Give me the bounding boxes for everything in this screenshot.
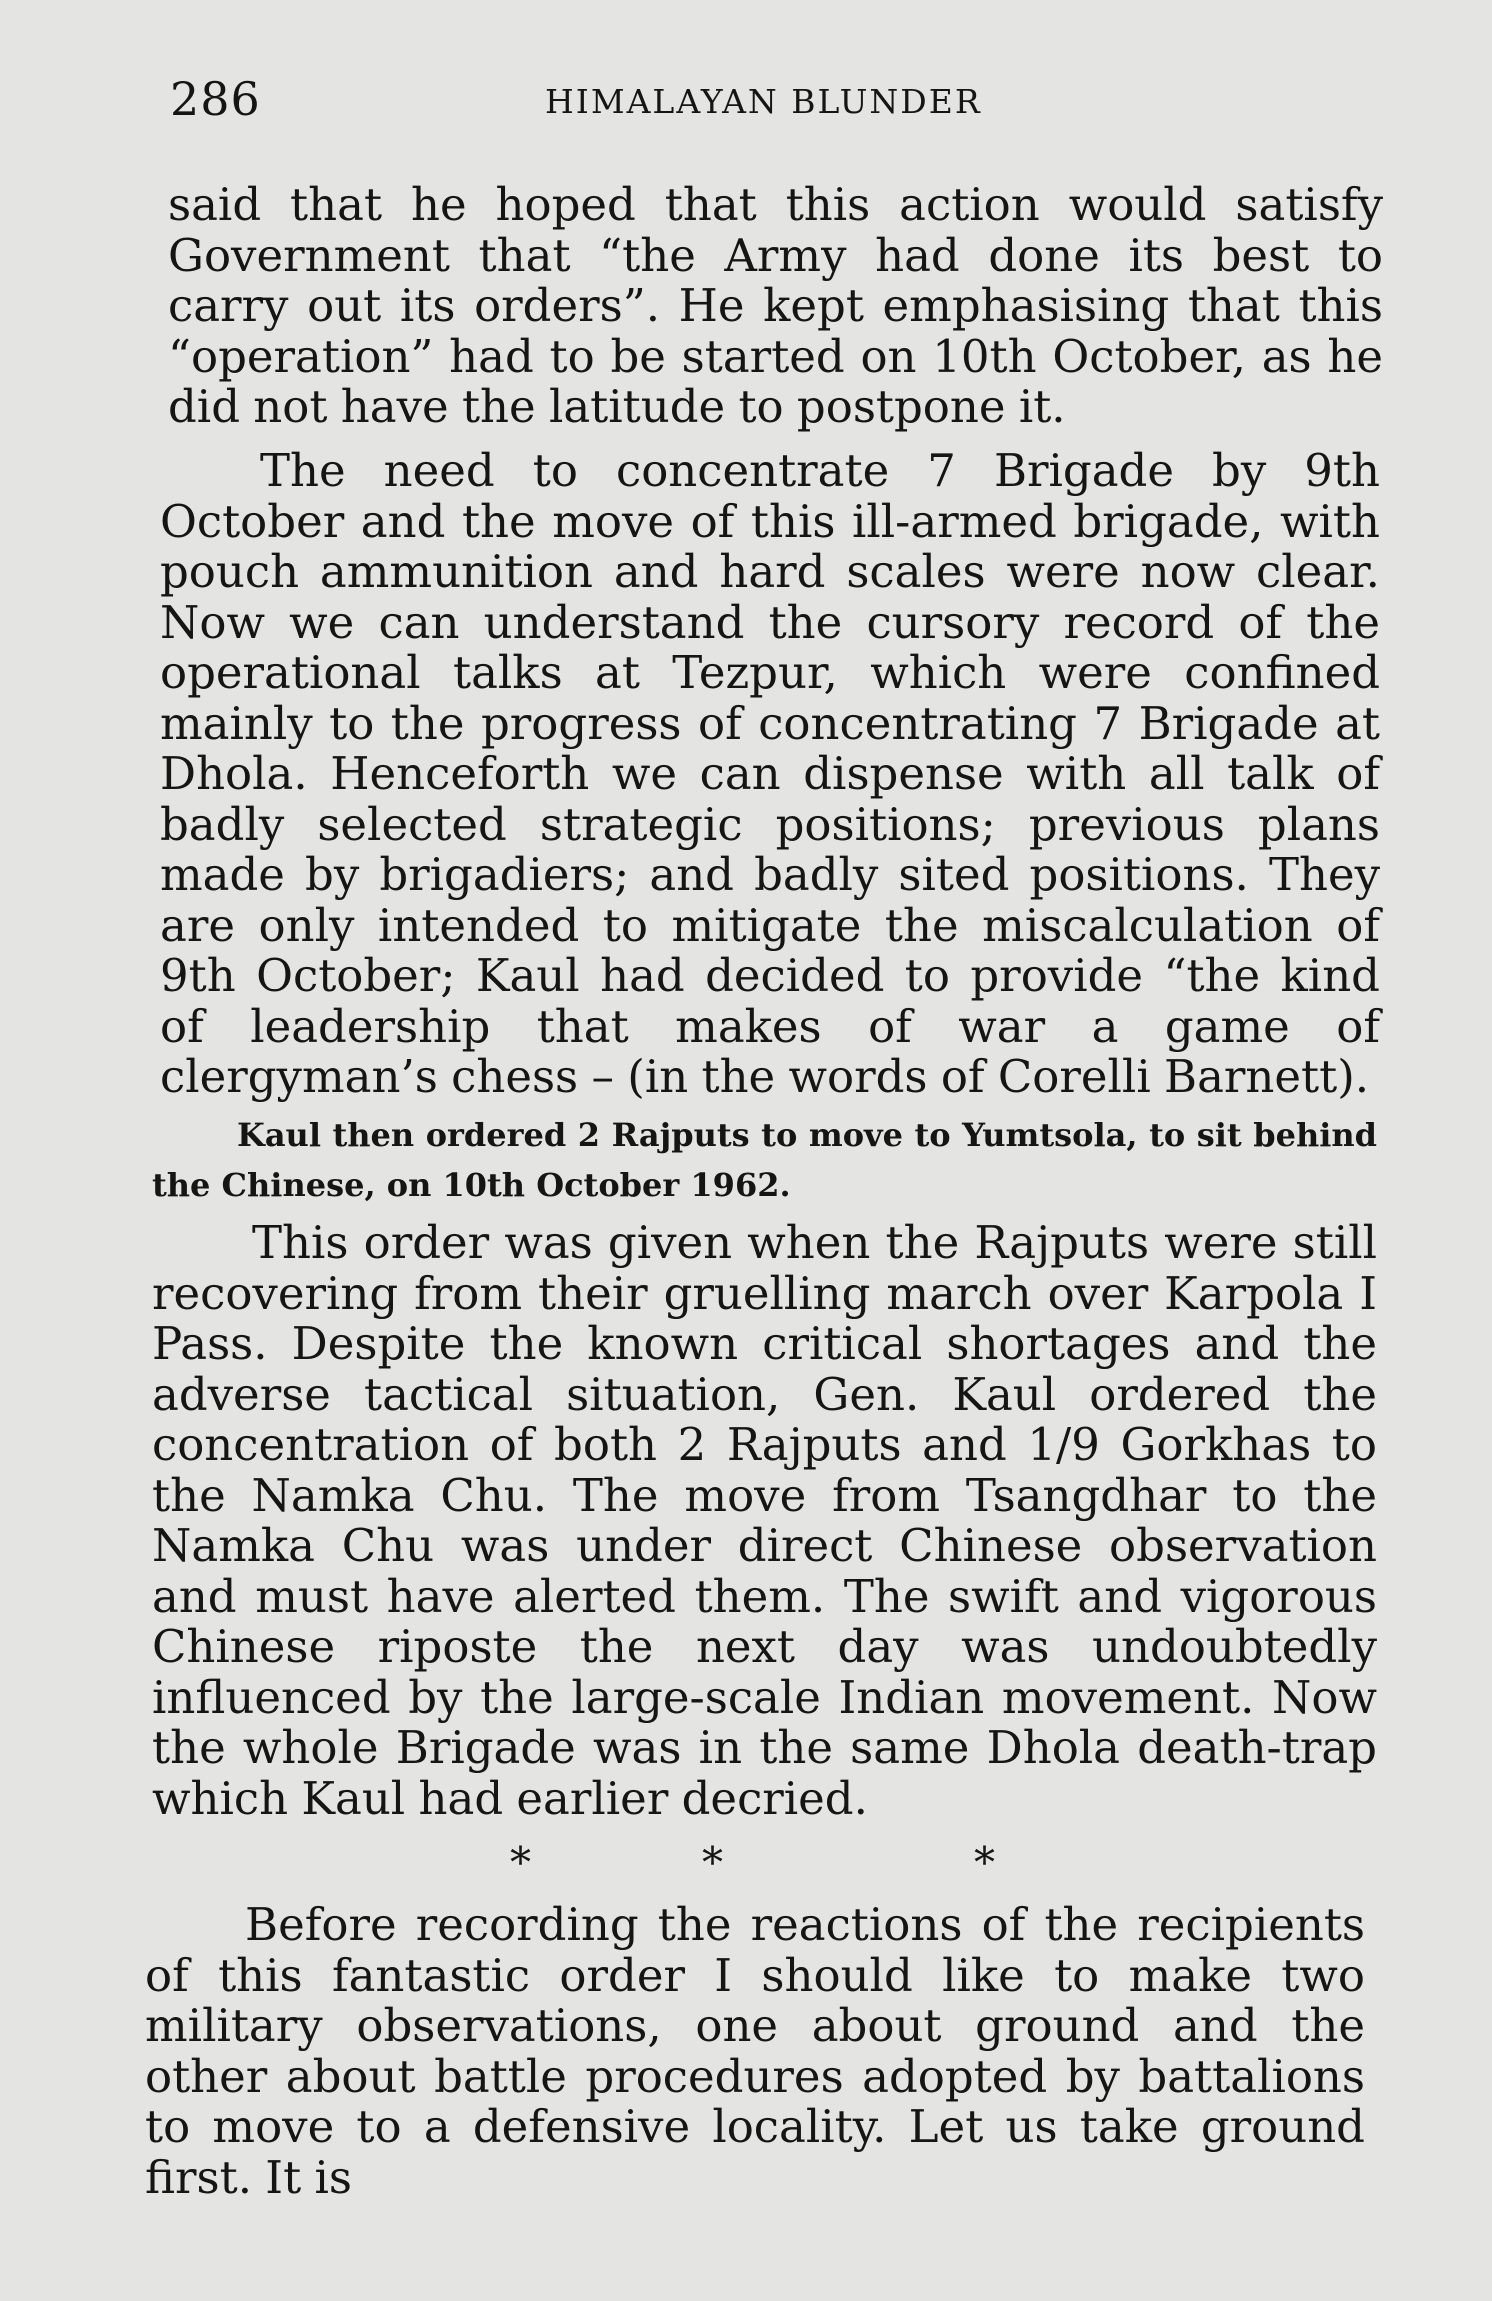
paragraph-2: The need to concentrate 7 Brigade by 9th October and the move of this ill-armed brigade, with pouch ammunition and hard scales were now clear. Now we can understand the cursory record of the operational talks at Tezpur, which were confined mainly to the progress of concentrating 7 Brigade at Dhola. Henceforth we can dispense with all talk of badly selected strategic positions; previous plans made by brigadiers; and badly sited positions. They are only intended to mitigate the miscalculation of 9th October; Kaul had decided to provide “the kind of leadership that makes of war a game of clergyman’s chess – (in the words of Corelli Barnett). (160, 444, 1380, 1103)
asterisk-2: * (702, 1838, 723, 1887)
asterisk-1: * (510, 1838, 531, 1887)
running-head: HIMALAYAN BLUNDER (545, 82, 982, 121)
section-break (150, 1838, 1380, 1888)
paragraph-4: Before recording the reactions of the recipients of this fantastic order I should like to make two military observations, one about ground and the other about battle procedures adopted by battalions to move to a defensive locality. Let us take ground first. It is (145, 1898, 1365, 2204)
bold-heading: Kaul then ordered 2 Rajputs to move to Yumtsola, to sit behind the Chinese, on 10th October 1962. (152, 1116, 1377, 1204)
paragraph-1: said that he hoped that this action would satisfy Government that “the Army had done its best to carry out its orders”. He kept emphasising that this “operation” had to be started on 10th October, as he did not have the latitude to postpone it. (168, 178, 1383, 433)
paragraph-3: This order was given when the Rajputs were still recovering from their gruelling march over Karpola I Pass. Despite the known critical shortages and the adverse tactical situation, Gen. Kaul ordered the concentration of both 2 Rajputs and 1/9 Gorkhas to the Namka Chu. The move from Tsangdhar to the Namka Chu was under direct Chinese observation and must have alerted them. The swift and vigorous Chinese riposte the next day was undoubtedly influenced by the large-scale Indian movement. Now the whole Brigade was in the same Dhola death-trap which Kaul had earlier decried. (152, 1216, 1377, 1825)
page-number: 286 (170, 72, 261, 126)
asterisk-3: * (974, 1838, 995, 1887)
page-header (170, 72, 1390, 132)
